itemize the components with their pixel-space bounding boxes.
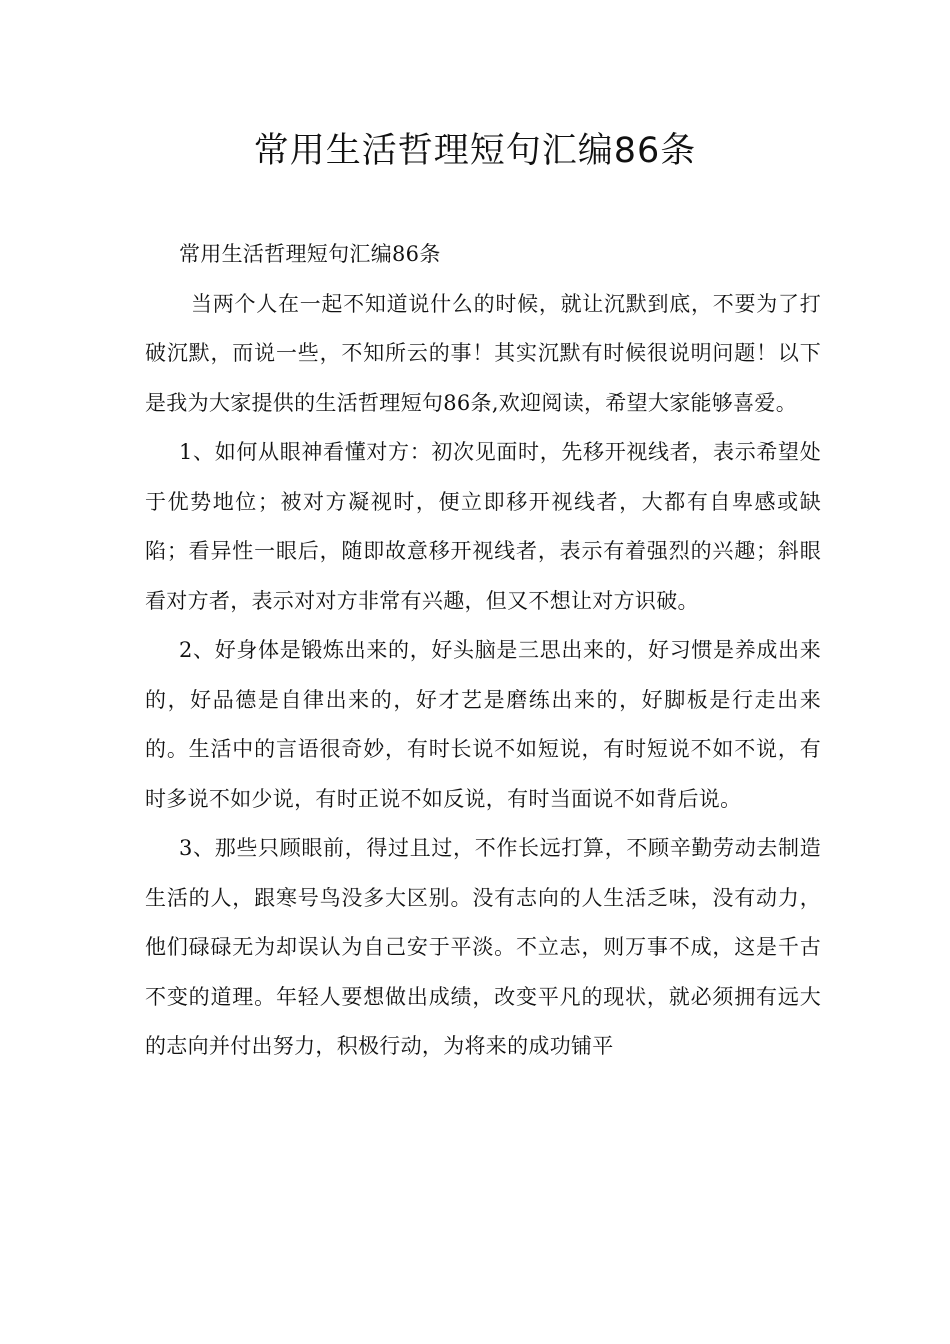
document-title: 常用生活哲理短句汇编86条 (253, 131, 697, 171)
paragraph-item-3: 3、那些只顾眼前，得过且过，不作长远打算，不顾辛勤劳动去制造生活的人，跟寒号鸟没多大区别。没有志向的人生活乏味，没有动力，他们碌碌无为却误认为自己安于平淡。不立志，则万事不成，这是千古不变的道理。年轻人要想做出成绩，改变平凡的现状，就必须拥有远大的志向并付出努力，积极行动，为将来的成功铺平 (145, 836, 821, 1058)
paragraph-intro: 当两个人在一起不知道说什么的时候，就让沉默到底，不要为了打破沉默，而说一些，不知所云的事！其实沉默有时候很说明问题！以下是我为大家提供的生活哲理短句86条,欢迎阅读，希望大家能够喜爱。 (145, 291, 821, 415)
document-body (145, 230, 821, 1072)
document-subtitle: 常用生活哲理短句汇编86条 (179, 242, 441, 266)
paragraph-item-2: 2、好身体是锻炼出来的，好头脑是三思出来的，好习惯是养成出来的，好品德是自律出来的，好才艺是磨练出来的，好脚板是行走出来的。生活中的言语很奇妙，有时长说不如短说，有时短说不如不说，有时多说不如少说，有时正说不如反说，有时当面说不如背后说。 (145, 638, 821, 811)
paragraph-item-1: 1、如何从眼神看懂对方：初次见面时，先移开视线者，表示希望处于优势地位；被对方凝视时，便立即移开视线者，大都有自卑感或缺陷；看异性一眼后，随即故意移开视线者，表示有着强烈的兴趣；斜眼看对方者，表示对对方非常有兴趣，但又不想让对方识破。 (145, 440, 821, 613)
